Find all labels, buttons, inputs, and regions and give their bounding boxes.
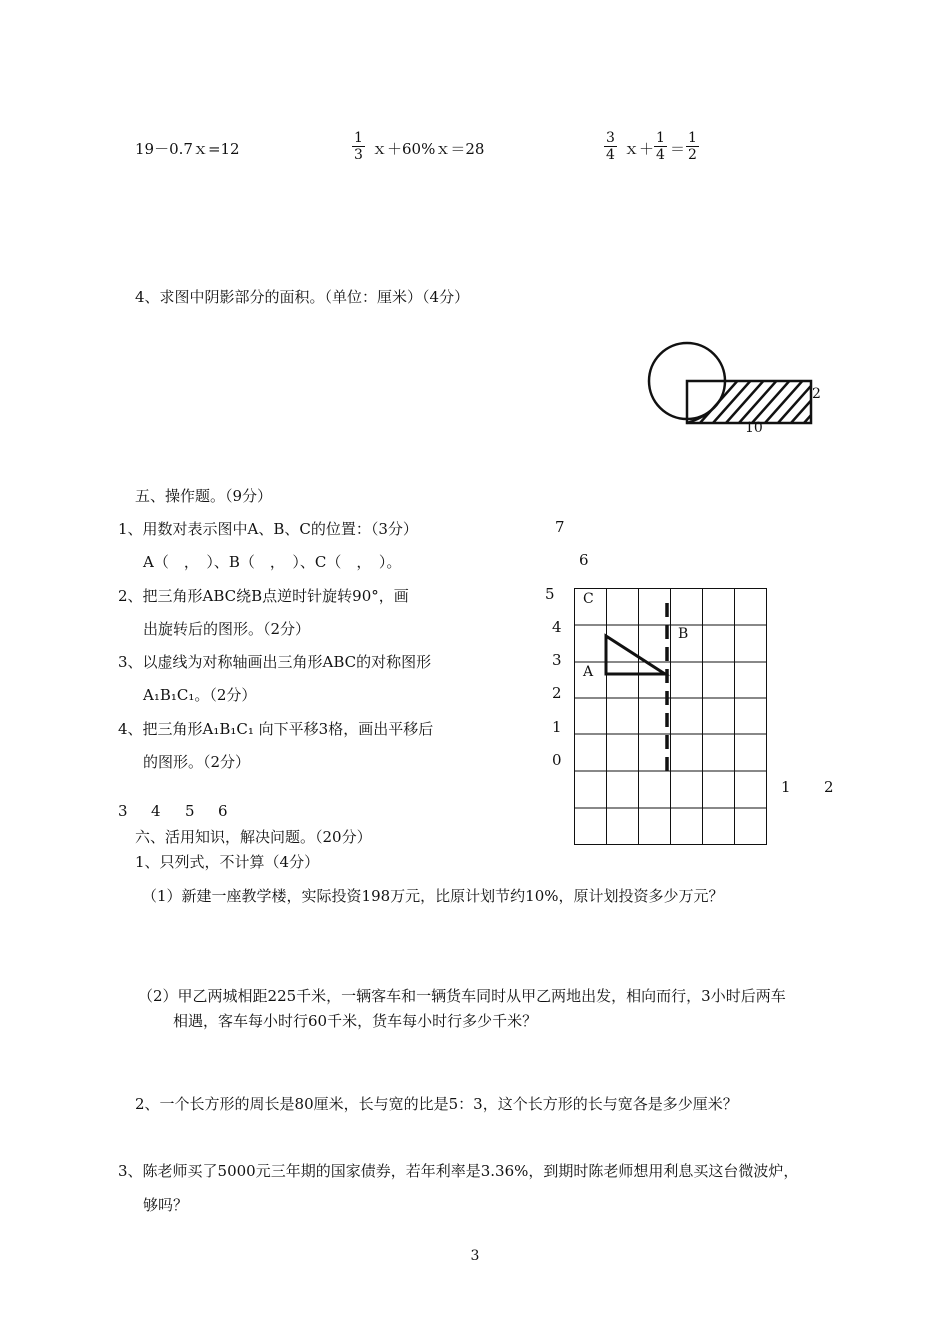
page-number: 3 [470,1248,480,1264]
fraction-numerator: 1 [354,130,363,146]
section-5-q1: 1、用数对表示图中A、B、C的位置：（3分） [118,520,418,538]
grid-x-label-2: 2 [824,778,834,796]
figure-width-label: 10 [745,420,763,436]
grid-x-label-6: 6 [218,802,228,820]
coordinate-grid [574,588,768,846]
grid-y-label-7: 7 [555,518,565,536]
grid-x-label-3: 3 [118,802,128,820]
fraction-numerator: 1 [688,130,697,146]
fraction-numerator: 3 [606,130,615,146]
fraction-denominator: 4 [656,147,665,163]
section-6-q1-2-line1: （2）甲乙两城相距225千米，一辆客车和一辆货车同时从甲乙两地出发，相向而行，3小时后两车 [138,987,786,1005]
grid-y-label-5: 5 [545,585,555,603]
section-5-q4-line2: 的图形。（2分） [143,753,251,771]
fraction-denominator: 3 [354,147,363,163]
point-a-label: A [583,664,594,680]
grid-lines [574,588,767,845]
equation-3-fraction-3 [686,130,699,163]
grid-y-label-0: 0 [552,751,562,769]
section-6-q3-line1: 3、陈老师买了5000元三年期的国家债券，若年利率是3.36%，到期时陈老师想用利息买这台微波炉， [118,1162,799,1180]
equation-3-fraction-1 [604,130,617,163]
section-6-q1-2-line2: 相遇，客车每小时行60千米，货车每小时行多少千米？ [173,1012,538,1030]
grid-y-label-4: 4 [552,618,562,636]
grid-x-label-5: 5 [185,802,195,820]
question-4-text: 4、求图中阴影部分的面积。（单位：厘米）（4分） [135,288,470,306]
fraction-denominator: 2 [688,147,697,163]
grid-y-label-6: 6 [579,551,589,569]
equation-2-rest: ｘ＋60%ｘ＝28 [372,140,485,158]
grid-x-label-4: 4 [151,802,161,820]
section-6-q1: 1、只列式，不计算（4分） [135,853,320,871]
section-5-title: 五、操作题。（9分） [135,487,273,505]
grid-y-label-2: 2 [552,684,562,702]
section-6-q2: 2、一个长方形的周长是80厘米，长与宽的比是5：3，这个长方形的长与宽各是多少厘米？ [135,1095,738,1113]
triangle-abc [606,636,665,674]
grid-y-label-3: 3 [552,651,562,669]
rectangle-outline [687,381,811,423]
point-c-label: C [583,591,594,607]
equation-3-mid-1: ｘ＋ [624,140,655,158]
equation-2-fraction [352,130,365,163]
equation-3-fraction-2 [654,130,667,163]
fraction-denominator: 4 [606,147,615,163]
fraction-numerator: 1 [656,130,665,146]
grid-y-label-1: 1 [552,718,562,736]
grid-x-label-1: 1 [781,778,791,796]
shaded-area-figure [640,338,840,443]
section-5-q4-line1: 4、把三角形A₁B₁C₁ 向下平移3格，画出平移后 [118,720,434,738]
section-5-q1-answer: A（ ， ）、B（ ， ）、C（ ， ）。 [143,553,402,571]
point-b-label: B [678,626,689,642]
equation-3-mid-2: ＝ [670,140,686,158]
equation-1: 19－0.7ｘ=12 [135,140,240,158]
section-5-q2-line2: 出旋转后的图形。（2分） [143,620,311,638]
section-6-title: 六、活用知识，解决问题。（20分） [135,828,372,846]
section-5-q2-line1: 2、把三角形ABC绕B点逆时针旋转90°，画 [118,587,409,605]
section-5-q3-line2: A₁B₁C₁。（2分） [143,686,257,704]
figure-height-label: 2 [812,386,821,402]
section-5-q3-line1: 3、以虚线为对称轴画出三角形ABC的对称图形 [118,653,432,671]
section-6-q1-1: （1）新建一座教学楼，实际投资198万元，比原计划节约10%，原计划投资多少万元？ [142,887,724,905]
section-6-q3-line2: 够吗？ [143,1196,189,1214]
